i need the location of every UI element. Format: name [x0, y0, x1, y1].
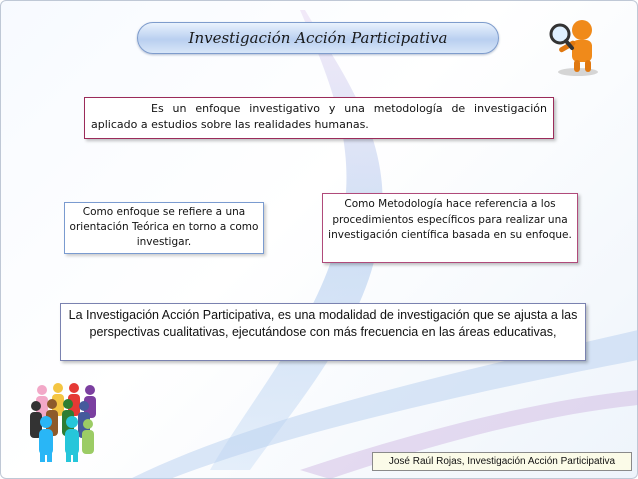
inspector-magnifier-icon	[548, 16, 604, 78]
intro-text: Es un enfoque investigativo y una metodología de investigación aplicado a estudios sobre las realidades humanas.	[91, 102, 547, 131]
metodologia-box	[322, 193, 578, 263]
page-title: Investigación Acción Participativa	[188, 29, 448, 47]
footer-text: José Raúl Rojas, Investigación Acción Participativa	[388, 456, 616, 467]
iap-summary-box	[60, 303, 586, 361]
enfoque-text: Como enfoque se refiere a una orientación Teórica en torno a como investigar.	[69, 206, 259, 248]
people-group-icon	[28, 380, 100, 462]
title-banner	[137, 22, 499, 54]
intro-definition-box	[84, 97, 554, 139]
metodologia-text: Como Metodología hace referencia a los procedimientos específicos para realizar una investigación científica basada en su enfoque.	[328, 198, 572, 241]
footer-credit	[372, 452, 632, 471]
iap-text: La Investigación Acción Participativa, es una modalidad de investigación que se ajusta a las perspectivas cualitativas, ejecutándose con más frecuencia en las áreas educativas,	[68, 308, 578, 339]
enfoque-box	[64, 202, 264, 254]
